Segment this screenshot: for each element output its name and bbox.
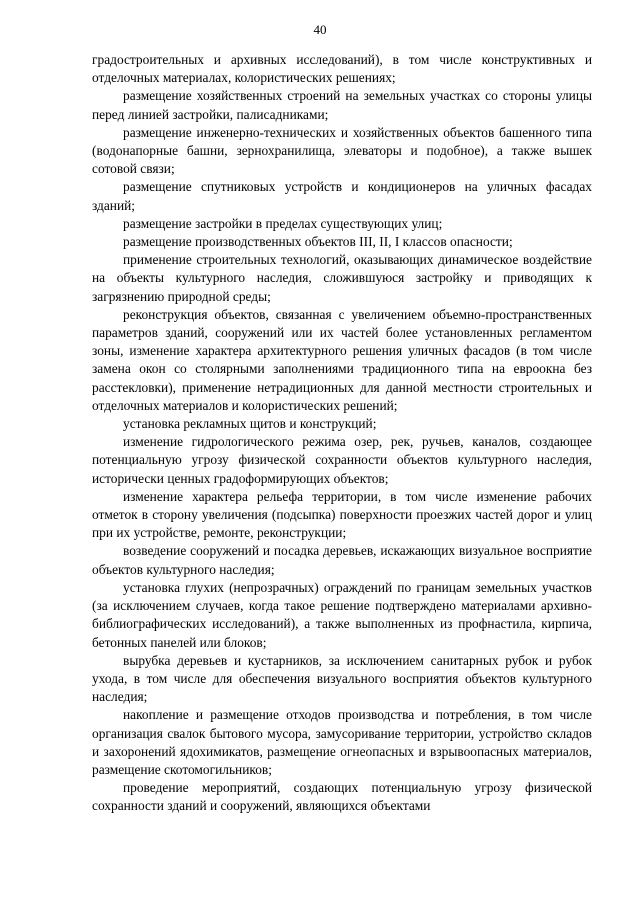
paragraph: установка глухих (непрозрачных) ограждений по границам земельных участков (за исключением случаев, когда такое решение подтверждено материалами архивно-библиографических исследований), а также выполненных из профнастила, кирпича, бетонных панелей или блоков; [92,579,592,650]
paragraph: размещение спутниковых устройств и кондиционеров на уличных фасадах зданий; [92,179,592,213]
paragraph: возведение сооружений и посадка деревьев, искажающих визуальное восприятие объектов культурного наследия; [92,543,592,577]
paragraph: размещение инженерно-технических и хозяйственных объектов башенного типа (водонапорные башни, зернохранилища, элеваторы и подобное), а также вышек сотовой связи; [92,124,592,177]
paragraph: проведение мероприятий, создающих потенциальную угрозу физической сохранности зданий и сооружений, являющихся объектами [92,780,592,814]
paragraph: размещение хозяйственных строений на земельных участках со стороны улицы перед линией застройки, палисадниками; [92,88,592,122]
paragraph: установка рекламных щитов и конструкций; [123,416,377,432]
paragraph: изменение характера рельефа территории, в том числе изменение рабочих отметок в сторону увеличения (подсыпка) поверхности проезжих частей дорог и улиц при их устройстве, ремонте, реконструкции; [92,488,592,541]
paragraph: накопление и размещение отходов производства и потребления, в том числе организация свалок бытового мусора, замусоривание территории, устройство складов и захоронений ядохимикатов, размещение огнеопасных и взрывоопасных материалов, размещение скотомогильников; [92,707,592,777]
paragraph: реконструкция объектов, связанная с увеличением объемно-пространственных параметров зданий, сооружений или их частей более установленных регламентом зоны, изменение характера архитектурного решения уличных фасадов (в том числе замена окон со столярными заполнениями традиционного типа на евроокна без расстекловки), применение нетрадиционных для данной местности строительных и отделочных материалов и колористических решений; [92,306,592,413]
paragraph: градостроительных и архивных исследований), в том числе конструктивных и отделочных материалах, колористических решениях; [92,52,592,86]
page-number: 40 [313,22,327,37]
paragraph: изменение гидрологического режима озер, рек, ручьев, каналов, создающее потенциальную угрозу физической сохранности объектов культурного наследия, исторически ценных градоформирующих объектов; [92,434,592,486]
document-body [92,51,592,816]
paragraph: размещение производственных объектов III, II, I классов опасности; [123,234,513,250]
paragraph: применение строительных технологий, оказывающих динамическое воздействие на объекты культурного наследия, сложившуюся застройку и приводящих к загрязнению природной среды; [92,252,592,304]
paragraph: размещение застройки в пределах существующих улиц; [123,215,443,231]
paragraph: вырубка деревьев и кустарников, за исключением санитарных рубок и рубок ухода, в том числе для обеспечения визуального восприятия объектов культурного наследия; [92,652,592,705]
